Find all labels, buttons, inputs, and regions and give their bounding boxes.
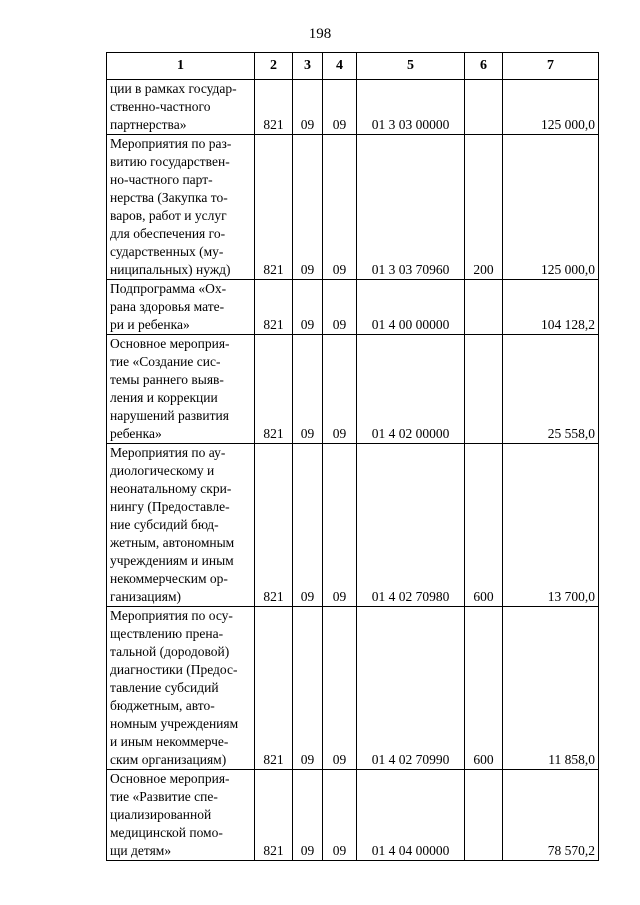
row-amount: 25 558,0 — [503, 335, 599, 444]
row-ministry-code: 821 — [255, 280, 293, 335]
row-target-article: 01 3 03 70960 — [357, 135, 465, 280]
row-description: Основное мероприя- тие «Развитие спе- циализированной медицинской помо- щи детям» — [107, 770, 255, 861]
row-ministry-code: 821 — [255, 135, 293, 280]
row-ministry-code: 821 — [255, 444, 293, 607]
row-amount: 125 000,0 — [503, 135, 599, 280]
header-col-5: 5 — [357, 53, 465, 80]
header-col-3: 3 — [293, 53, 323, 80]
row-expense-type: 600 — [465, 607, 503, 770]
row-description: ции в рамках государ- ственно-частного партнерства» — [107, 80, 255, 135]
header-col-1: 1 — [107, 53, 255, 80]
row-subsection-code: 09 — [323, 444, 357, 607]
row-target-article: 01 4 04 00000 — [357, 770, 465, 861]
row-target-article: 01 3 03 00000 — [357, 80, 465, 135]
header-col-4: 4 — [323, 53, 357, 80]
table-body — [107, 80, 599, 861]
row-expense-type — [465, 335, 503, 444]
row-amount: 125 000,0 — [503, 80, 599, 135]
row-subsection-code: 09 — [323, 607, 357, 770]
row-description: Мероприятия по осу- ществлению прена- тальной (дородовой) диагностики (Предос- тавление субсидий бюджетным, авто- номным учреждениям и иным некоммерче- ским организациям) — [107, 607, 255, 770]
header-col-2: 2 — [255, 53, 293, 80]
row-description: Основное мероприя- тие «Создание сис- темы раннего выяв- ления и коррекции нарушений развития ребенка» — [107, 335, 255, 444]
table-row — [107, 444, 599, 607]
row-section-code: 09 — [293, 335, 323, 444]
row-expense-type: 200 — [465, 135, 503, 280]
row-section-code: 09 — [293, 80, 323, 135]
row-expense-type: 600 — [465, 444, 503, 607]
table-header — [107, 53, 599, 80]
row-description: Мероприятия по раз- витию государствен- но-частного парт- нерства (Закупка то- варов, работ и услуг для обеспечения го- сударственных (му- ниципальных) нужд) — [107, 135, 255, 280]
row-section-code: 09 — [293, 444, 323, 607]
row-ministry-code: 821 — [255, 335, 293, 444]
row-target-article: 01 4 02 70990 — [357, 607, 465, 770]
row-amount: 78 570,2 — [503, 770, 599, 861]
row-amount: 104 128,2 — [503, 280, 599, 335]
row-section-code: 09 — [293, 135, 323, 280]
table-row — [107, 135, 599, 280]
table-row — [107, 335, 599, 444]
row-expense-type — [465, 770, 503, 861]
page-number: 198 — [308, 26, 332, 42]
table-row — [107, 280, 599, 335]
row-section-code: 09 — [293, 770, 323, 861]
row-subsection-code: 09 — [323, 770, 357, 861]
row-subsection-code: 09 — [323, 335, 357, 444]
header-col-6: 6 — [465, 53, 503, 80]
row-ministry-code: 821 — [255, 607, 293, 770]
row-amount: 11 858,0 — [503, 607, 599, 770]
row-subsection-code: 09 — [323, 280, 357, 335]
row-section-code: 09 — [293, 607, 323, 770]
table-row — [107, 607, 599, 770]
table-row — [107, 80, 599, 135]
row-target-article: 01 4 00 00000 — [357, 280, 465, 335]
row-description: Мероприятия по ау- диологическому и неонатальному скри- нингу (Предоставле- ние субсидий бюд- жетным, автономным учреждениям и иным некоммерческим ор- ганизациям) — [107, 444, 255, 607]
row-ministry-code: 821 — [255, 80, 293, 135]
row-expense-type — [465, 80, 503, 135]
row-ministry-code: 821 — [255, 770, 293, 861]
row-target-article: 01 4 02 00000 — [357, 335, 465, 444]
row-amount: 13 700,0 — [503, 444, 599, 607]
row-expense-type — [465, 280, 503, 335]
header-col-7: 7 — [503, 53, 599, 80]
row-target-article: 01 4 02 70980 — [357, 444, 465, 607]
row-subsection-code: 09 — [323, 135, 357, 280]
budget-table — [106, 52, 599, 861]
row-description: Подпрограмма «Ох- рана здоровья мате- ри и ребенка» — [107, 280, 255, 335]
header-row — [107, 53, 599, 80]
table-row — [107, 770, 599, 861]
row-subsection-code: 09 — [323, 80, 357, 135]
row-section-code: 09 — [293, 280, 323, 335]
